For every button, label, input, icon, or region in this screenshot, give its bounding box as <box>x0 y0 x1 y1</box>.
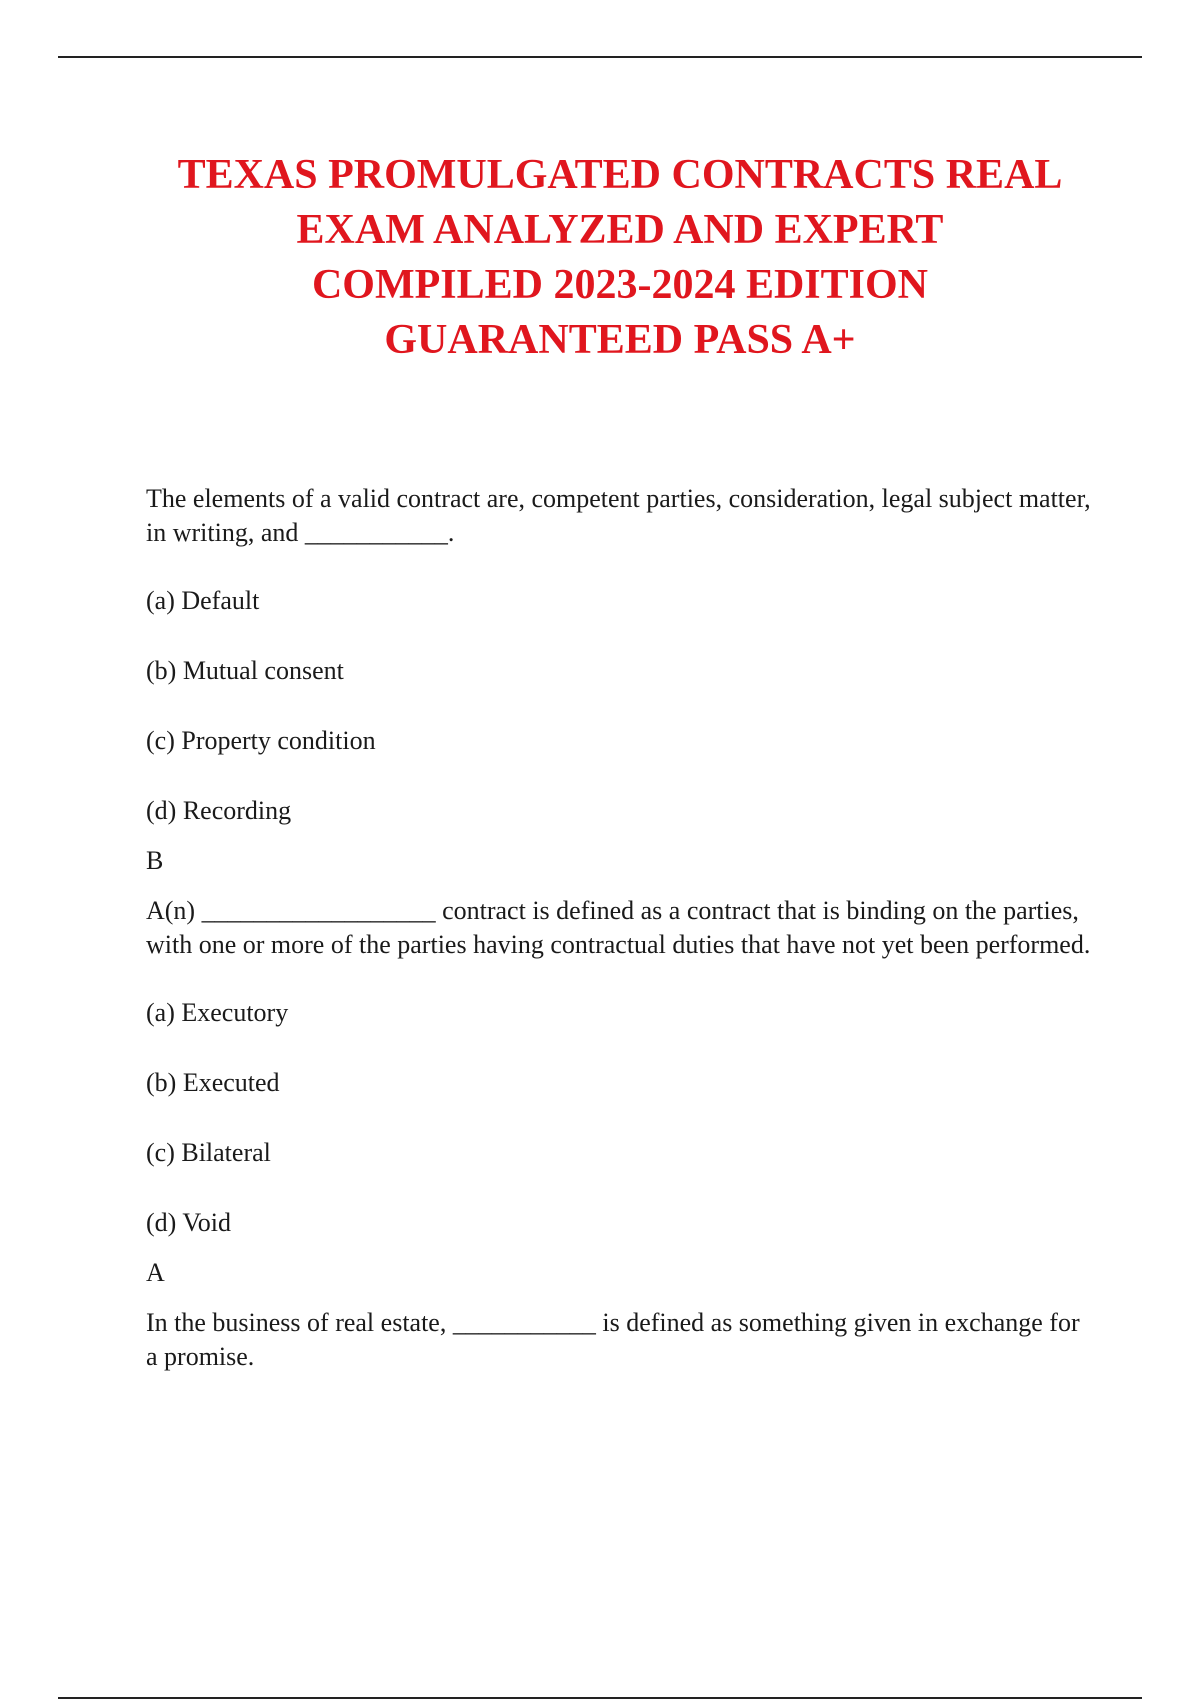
title-line: GUARANTEED PASS A+ <box>384 317 856 363</box>
title-line: EXAM ANALYZED AND EXPERT <box>296 207 944 253</box>
option-item: (c) Property condition <box>146 726 376 755</box>
option-item: (d) Recording <box>146 796 292 825</box>
option-item: (a) Executory <box>146 998 289 1027</box>
bottom-rule <box>58 1697 1142 1699</box>
top-rule <box>58 56 1142 58</box>
question-1-options <box>146 584 1096 828</box>
option-item: (d) Void <box>146 1208 231 1237</box>
question-2-text: A(n) __________________ contract is defined as a contract that is binding on the parties, with one or more of the parties having contractual duties that have not yet been performed. <box>146 896 1091 959</box>
question-2-options <box>146 996 1096 1240</box>
title-line: COMPILED 2023-2024 EDITION <box>311 262 929 308</box>
question-1-text: The elements of a valid contract are, competent parties, consideration, legal subject matter, in writing, and ___________. <box>146 484 1091 547</box>
option-item: (b) Executed <box>146 1068 280 1097</box>
option-item: (b) Mutual consent <box>146 656 344 685</box>
question-2-answer: A <box>146 1258 165 1287</box>
option-item: (c) Bilateral <box>146 1138 271 1167</box>
document-title <box>130 148 1110 368</box>
option-item: (a) Default <box>146 586 260 615</box>
question-1-answer: B <box>146 846 164 875</box>
document-body <box>146 482 1096 1394</box>
title-line: TEXAS PROMULGATED CONTRACTS REAL <box>177 152 1063 198</box>
question-3-text: In the business of real estate, ___________ is defined as something given in exchange for a promise. <box>146 1308 1080 1371</box>
